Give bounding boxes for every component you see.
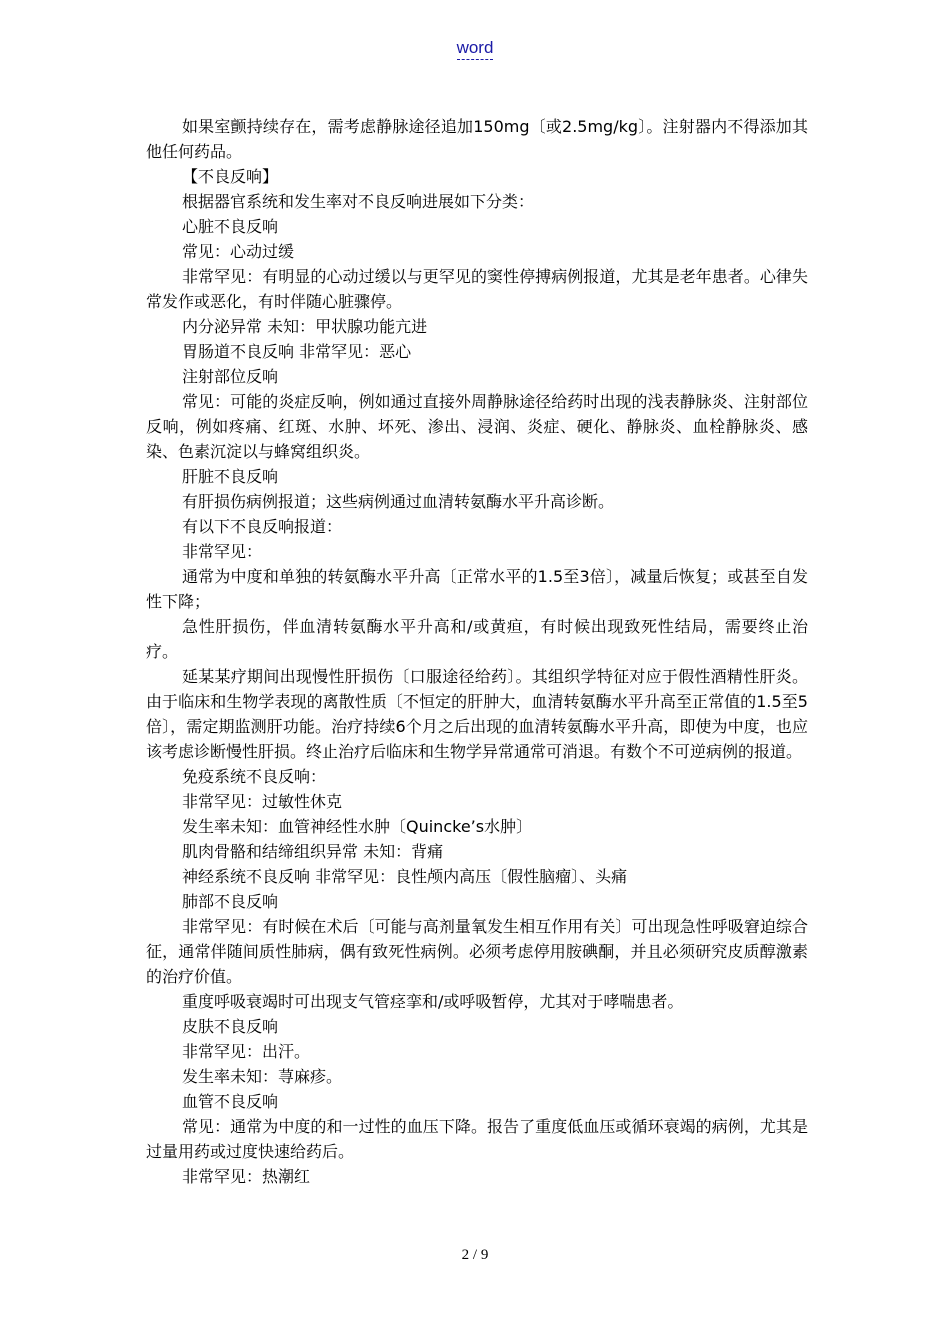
- paragraph: 内分泌异常 未知：甲状腺功能亢进: [182, 317, 428, 336]
- paragraph: 通常为中度和单独的转氨酶水平升高〔正常水平的1.5至3倍〕，减量后恢复；或甚至自发性下降；: [146, 567, 808, 611]
- paragraph: 非常罕见：有时候在术后〔可能与高剂量氧发生相互作用有关〕可出现急性呼吸窘迫综合征，通常伴随间质性肺病，偶有致死性病例。必须考虑停用胺碘酮，并且必须研究皮质醇激素的治疗价值。: [146, 917, 808, 986]
- paragraph: 常见：可能的炎症反响，例如通过直接外周静脉途径给药时出现的浅表静脉炎、注射部位反响，例如疼痛、红斑、水肿、坏死、渗出、浸润、炎症、硬化、静脉炎、血栓静脉炎、感染、色素沉淀以与蜂窝组织炎。: [146, 392, 808, 461]
- subsection-heading: 肺部不良反响: [182, 892, 279, 911]
- paragraph: 延某某疗期间出现慢性肝损伤〔口服途径给药〕。其组织学特征对应于假性酒精性肝炎。由于临床和生物学表现的离散性质〔不恒定的肝肿大，血清转氨酶水平升高至正常值的1.5至5倍〕，需定期监测肝功能。治疗持续6个月之后出现的血清转氨酶水平升高，即使为中度，也应该考虑诊断慢性肝损。终止治疗后临床和生物学异常通常可消退。有数个不可逆病例的报道。: [146, 667, 808, 761]
- paragraph: 根据器官系统和发生率对不良反响进展如下分类：: [182, 192, 535, 211]
- paragraph: 常见：通常为中度的和一过性的血压下降。报告了重度低血压或循环衰竭的病例，尤其是过量用药或过度快速给药后。: [146, 1117, 808, 1161]
- section-heading: 【不良反响】: [182, 167, 279, 186]
- paragraph: 肌肉骨骼和结缔组织异常 未知：背痛: [182, 842, 444, 861]
- subsection-heading: 肝脏不良反响: [182, 467, 279, 486]
- paragraph: 发生率未知：荨麻疹。: [182, 1067, 343, 1086]
- paragraph: 非常罕见：热潮红: [182, 1167, 311, 1186]
- paragraph: 神经系统不良反响 非常罕见：良性颅内高压〔假性脑瘤〕、头痛: [182, 867, 628, 886]
- paragraph: 非常罕见：: [182, 542, 263, 561]
- subsection-heading: 血管不良反响: [182, 1092, 279, 1111]
- paragraph: 发生率未知：血管神经性水肿〔Quincke’s水肿〕: [182, 817, 533, 836]
- subsection-heading: 心脏不良反响: [182, 217, 279, 236]
- document-body: [146, 114, 808, 1189]
- paragraph: 有肝损伤病例报道；这些病例通过血清转氨酶水平升高诊断。: [182, 492, 615, 511]
- paragraph: 非常罕见：出汗。: [182, 1042, 311, 1061]
- subsection-heading: 注射部位反响: [182, 367, 279, 386]
- subsection-heading: 免疫系统不良反响：: [182, 767, 327, 786]
- subsection-heading: 皮肤不良反响: [182, 1017, 279, 1036]
- page-number: 2 / 9: [461, 1247, 489, 1263]
- paragraph: 胃肠道不良反响 非常罕见：恶心: [182, 342, 412, 361]
- paragraph: 如果室颤持续存在，需考虑静脉途径追加150mg〔或2.5mg/kg〕。注射器内不得添加其他任何药品。: [146, 117, 808, 161]
- paragraph: 有以下不良反响报道：: [182, 517, 343, 536]
- paragraph: 非常罕见：过敏性休克: [182, 792, 343, 811]
- paragraph: 常见：心动过缓: [182, 242, 295, 261]
- page-header: [0, 38, 950, 58]
- paragraph: 非常罕见：有明显的心动过缓以与更罕见的窦性停搏病例报道，尤其是老年患者。心律失常发作或恶化，有时伴随心脏骤停。: [146, 267, 808, 311]
- paragraph: 急性肝损伤，伴血清转氨酶水平升高和/或黄疸，有时候出现致死性结局，需要终止治疗。: [146, 617, 808, 661]
- paragraph: 重度呼吸衰竭时可出现支气管痉挛和/或呼吸暂停，尤其对于哮喘患者。: [182, 992, 684, 1011]
- header-word-link[interactable]: word: [457, 38, 494, 60]
